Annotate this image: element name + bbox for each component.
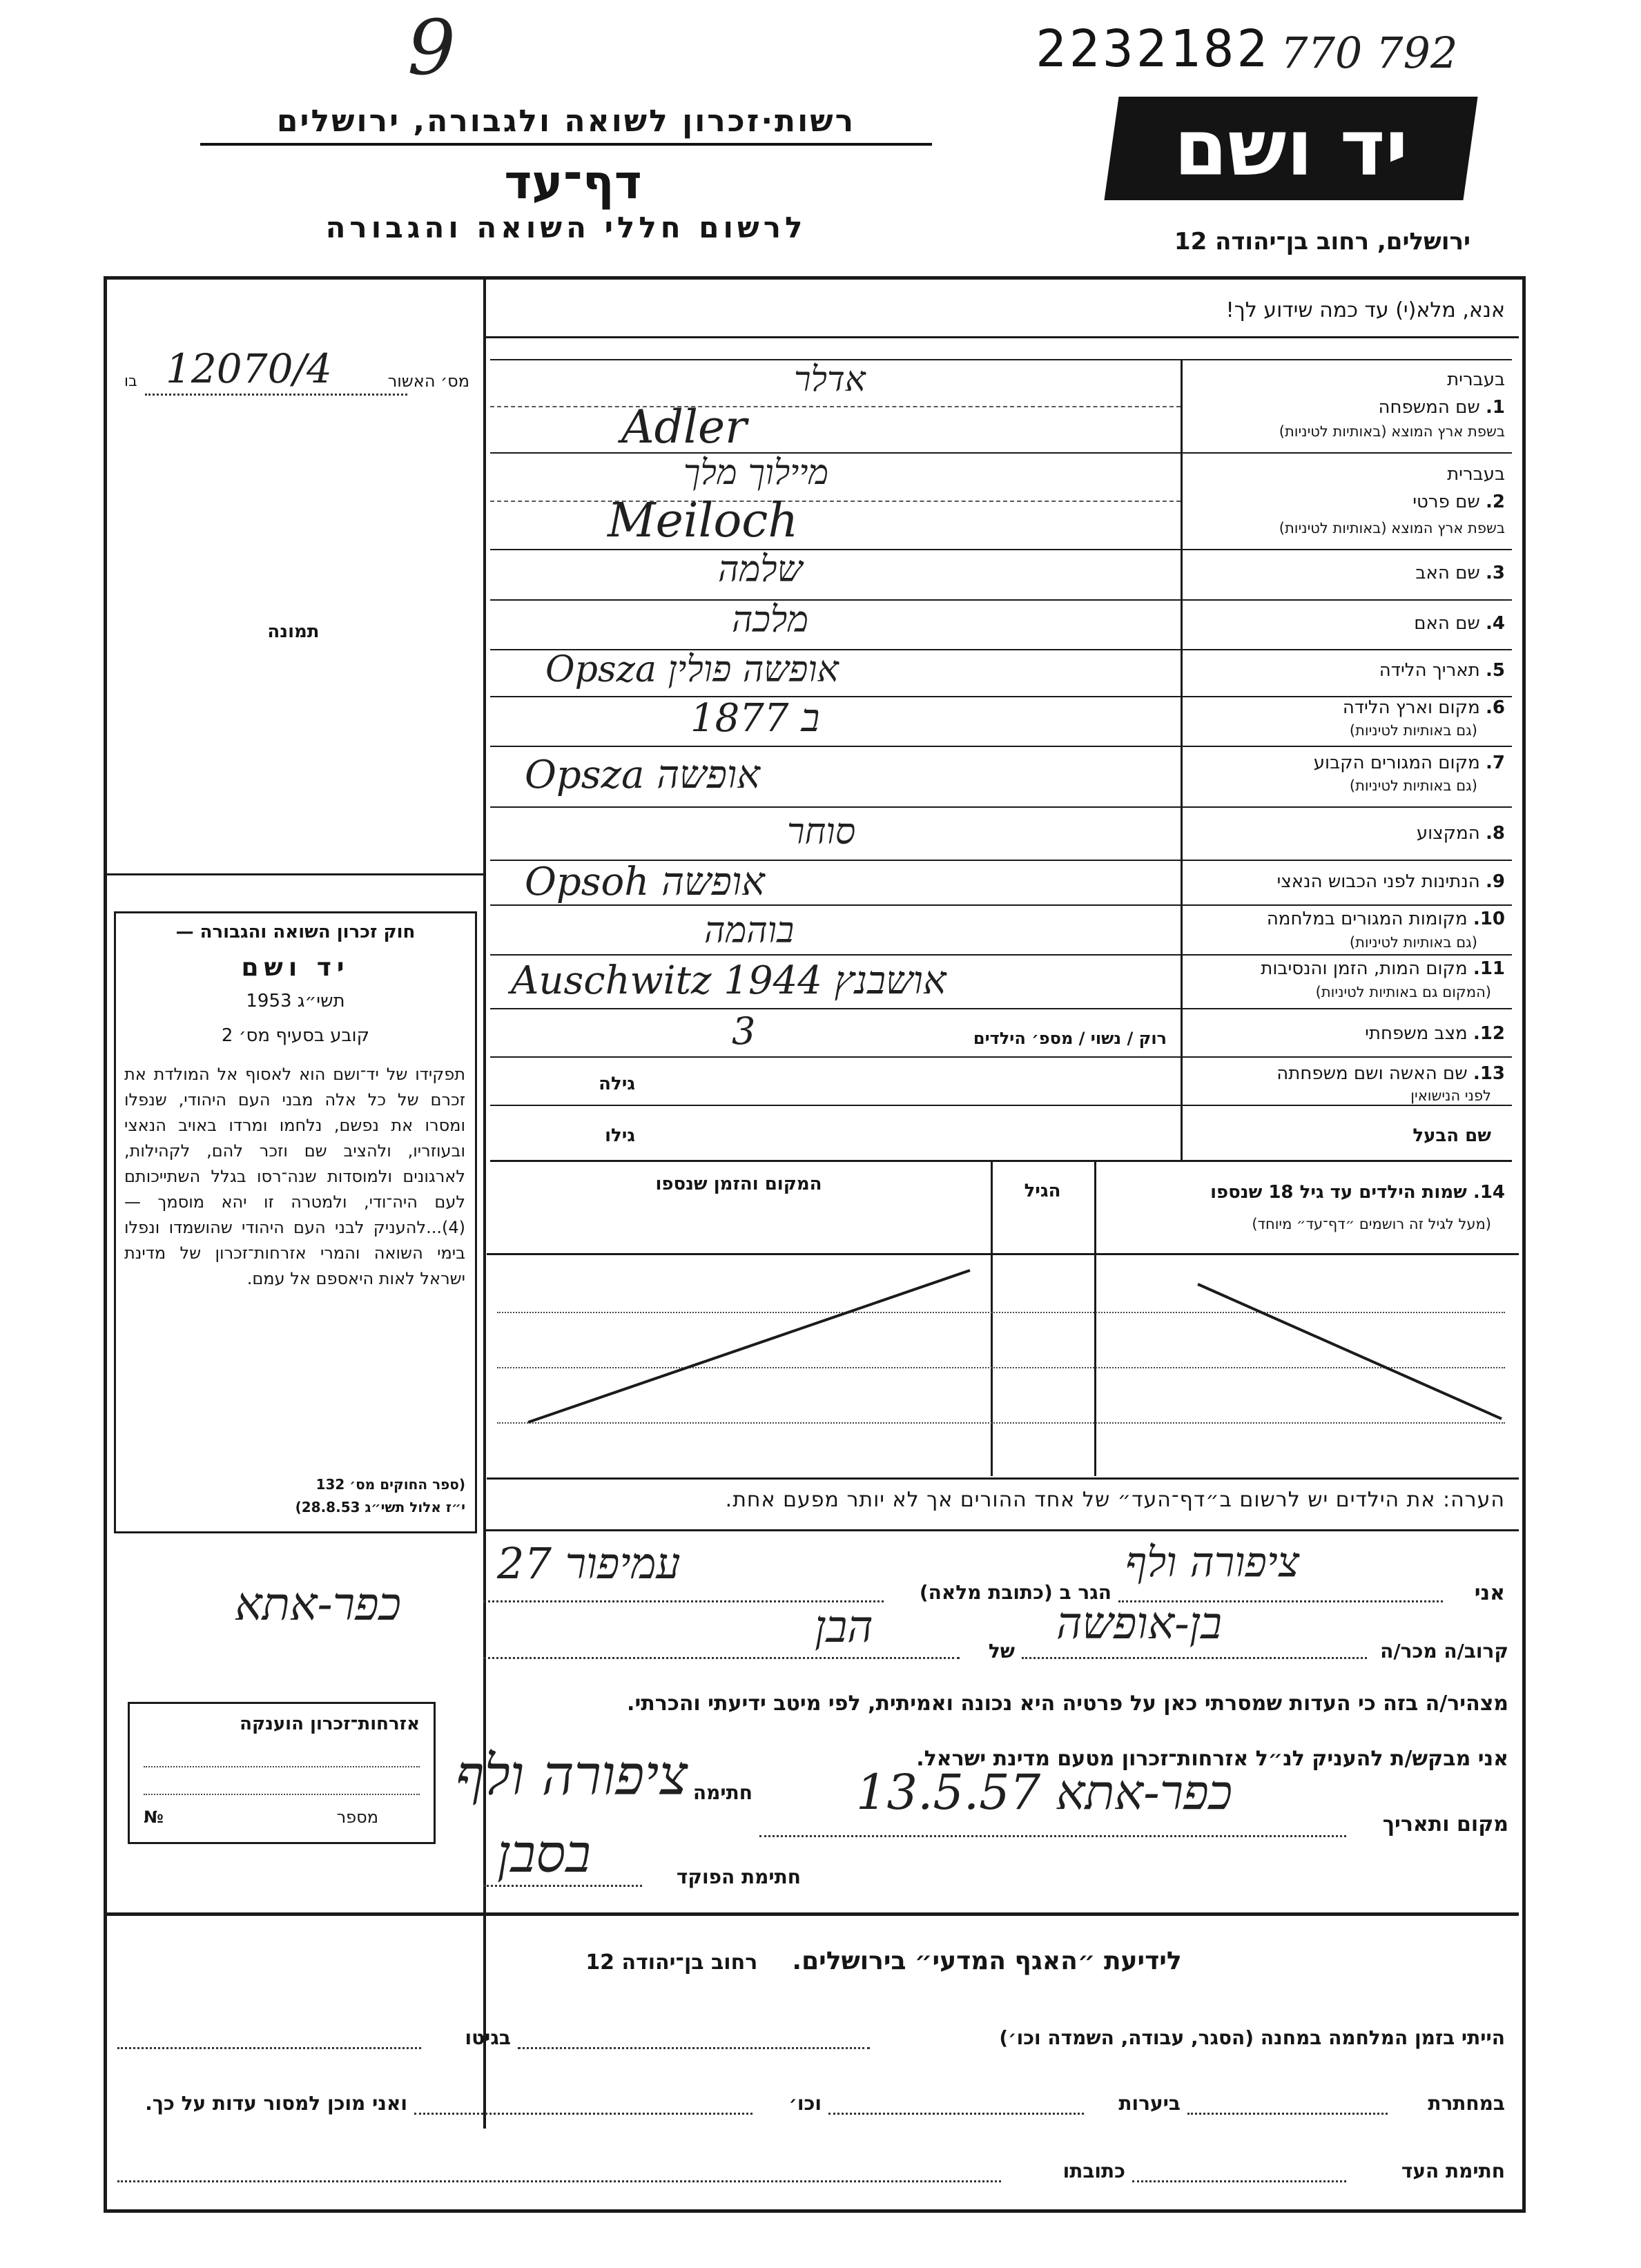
declarant-address: עמיפור 27 [497,1538,681,1589]
field-2-number: 2. [1486,492,1505,512]
relation-value: בן-אופשה [1056,1598,1222,1649]
row-inner-dash [490,406,1181,407]
photo-label: תמונה [267,621,320,642]
husband-label: שם הבעל [1412,1125,1491,1146]
law-text: תפקידו של יד־ושם הוא לאסוף אל המולדת את זכרם של כל אלה מבני העם היהודי, שנפלו ומסרו את נפשם, נלחמו ומרדו באויב הנאצי ובעוזריו, ולהציב שם וזכר להם, לקהילות, לארגונים ולמוסדות שנה־רסו בגלל השתייכותם לעם היה־ודי, ולמטרה זו יהא מוסמך —(4)...להעניק לבני העם היהודי שהושמדו ונפלו בימי השואה והמרי אזרחות־זכרון של מדינת ישראל לאות היאספם אל עמם. [124,1065,465,1288]
row-rule [490,1105,1512,1106]
children-number: 14. [1473,1182,1505,1203]
field-2-value-latin: Meiloch [608,494,799,548]
bottom-line2-dots [1187,2113,1388,2115]
law-box [114,911,477,1533]
field-9-name: הנתינות לפני הכבוש הנאצי [1276,871,1480,892]
law-year: תשי״ג 1953 [246,991,345,1011]
authority-line: רשות·זכרון לשואה ולגבורה, ירושלים [200,104,932,146]
field-4-name: שם האם [1414,613,1480,634]
field-6-label [1187,697,1505,718]
field-5-name: תאריך הלידה [1379,660,1480,681]
row-rule [490,904,1512,906]
bottom-title-row [483,1947,1284,1975]
field-13-note: לפני הנישואין [1410,1087,1491,1104]
archive-number: 2232182 [1036,19,1270,79]
certificate-title: אזרחות־זכרון הוענקה [240,1714,420,1734]
bottom-line1-b: בגיטו [465,2026,511,2049]
field-2-name: שם פרטי [1412,492,1480,512]
law-ref: (ספר החוקים מס׳ 132 [315,1476,465,1493]
field-7-label [1187,753,1505,773]
field-8-name: המקצוע [1416,823,1480,844]
field-10-name: מקומות המגורים במלחמה [1266,909,1468,929]
row-rule [490,599,1512,601]
row-rule [490,954,1512,956]
bottom-line2-dots [414,2113,752,2115]
approval-underline [145,394,407,396]
row-rule [490,549,1512,550]
children-strike-lines [487,1160,1519,1477]
row-rule [490,359,1512,360]
law-brand: יד ושם [241,953,350,982]
label-column-divider [1181,359,1183,1160]
field-2-lang-latin: בשפת ארץ המוצא (באותיות לטיניות) [1279,520,1505,536]
officer-signature: בסבן [497,1823,591,1884]
field-4-value: מלכה [732,599,809,641]
field-2-label [1187,492,1505,512]
field-1-number: 1. [1486,397,1505,418]
yad-vashem-logo [1104,97,1477,200]
field-3-value: שלמה [718,549,803,590]
field-1-name: שם המשפחה [1378,397,1480,418]
field-9-value: אופשה Opsoh [525,860,765,904]
field-6-value: ב 1877 [690,696,820,741]
field-10-number: 10. [1473,909,1505,929]
field-11-name: מקום המות, הזמן והנסיבות [1261,958,1468,979]
row-rule [490,746,1512,747]
bottom-line2-c: וכו׳ [788,2092,822,2115]
field-11-number: 11. [1473,958,1505,979]
certificate-dots [144,1766,420,1767]
certificate-number-label: מספר [336,1807,378,1827]
photo-box-bottom [106,873,483,875]
field-1-value-latin: Adler [621,400,747,454]
place-date-line [759,1835,1346,1837]
bottom-line3-dots [1132,2180,1346,2182]
bottom-line2-b: ביערות [1118,2092,1181,2115]
signature-label: חתימה [692,1781,752,1804]
certificate-number-sign: № [144,1807,164,1827]
bottom-line2-a: במחתרת [1428,2092,1505,2115]
bottom-line1-a: הייתי בזמן המלחמה במחנה (הסגר, עבודה, השמדה וכו׳) [999,2026,1505,2049]
row-rule [490,1056,1512,1058]
strike-line-place [528,1270,970,1422]
field-2-lang-he: בעברית [1447,464,1505,485]
field-2-value-he: מיילוך מלך [683,452,829,492]
bottom-line2-d: ואני מוכן למסור עדות על כך. [145,2092,407,2115]
field-5-label [1187,660,1505,681]
field-3-number: 3. [1486,563,1505,583]
approval-value: 12070/4 [166,345,332,392]
form-subtitle: לרשום חללי השואה והגבורה [325,211,807,244]
approval-label: מס׳ האשור [387,371,469,391]
field-12-name: מצב משפחתי [1365,1023,1468,1044]
certificate-dots [144,1794,420,1795]
approval-suffix: בו [124,373,137,390]
bottom-line3-dots [117,2180,1001,2182]
archive-number-handwritten: 770 792 [1281,28,1458,78]
field-12-label [1187,1023,1505,1044]
bottom-line3-b: כתובתו [1062,2160,1125,2182]
field-9-label [1187,871,1505,892]
field-11-note: (המקום גם באותיות לטיניות) [1315,984,1491,1000]
certificate-box [128,1702,436,1844]
children-col-age: הגיל [1024,1181,1061,1201]
field-8-value: סוחר [787,811,856,853]
field-6-note: (גם באותיות לטיניות) [1349,722,1477,739]
address: ירושלים, רחוב בן־יהודה 12 [1174,228,1470,255]
field-9-number: 9. [1486,871,1505,892]
field-13-number: 13. [1473,1063,1505,1084]
bottom-line1-dots [518,2047,870,2049]
field-1-label [1187,397,1505,418]
of-line [483,1657,960,1659]
resides-label: הגר ב (כתובת מלאה) [919,1581,1111,1604]
field-6-name: מקום וארץ הלידה [1342,697,1480,718]
fields-top-rule [483,336,1519,338]
of-value: הבן [815,1602,873,1653]
officer-line [483,1885,642,1887]
children-title-text: שמות הילדים עד גיל 18 שנספו [1210,1182,1467,1203]
field-11-label [1187,958,1505,979]
husband-name: גילו [605,1125,635,1146]
bottom-line1-dots [117,2047,421,2049]
declarant-i-label: אני [1474,1581,1505,1605]
bottom-line3-a: חתימת העד [1401,2160,1505,2182]
bottom-title: לידיעת ״האגף המדעי״ בירושלים. [792,1947,1182,1975]
field-10-value: בוהמה [704,910,795,951]
field-7-note: (גם באותיות לטיניות) [1349,777,1477,794]
field-7-number: 7. [1486,753,1505,773]
law-date: י״ז אלול תשי״ג 28.8.53) [295,1499,465,1515]
field-7-value: אופשה Opsza [525,753,760,797]
field-13-name: שם האשה ושם משפחתה [1276,1063,1468,1084]
declarant-name: ציפורה ולף [1125,1538,1300,1587]
left-panel-divider [483,278,486,2129]
field-12-value: 3 [732,1009,756,1053]
declaration-text: מצהיר/ה בזה כי העדות שמסרתי כאן על פרטיה היא נכונה ואמיתית, לפי מיטב ידיעתי והכרתי. [627,1692,1508,1716]
field-1-lang-latin: בשפת ארץ המוצא (באותיות לטיניות) [1279,423,1505,440]
field-4-number: 4. [1486,613,1505,634]
of-label: של [988,1640,1015,1663]
bottom-address: רחוב בן־יהודה 12 [585,1950,758,1975]
declarant-city: כפר-אתא [235,1578,402,1631]
remark-rule [483,1529,1519,1531]
field-5-value: אופשה פולין Opsza [545,649,839,690]
row-inner-dash [490,501,1181,502]
declarant-signature: ציפורה ולף [456,1743,688,1807]
field-4-label [1187,613,1505,634]
field-10-note: (גם באותיות לטיניות) [1349,934,1477,951]
fill-request: אנא, מלא(י) עד כמה שידוע לך! [1225,298,1505,322]
relative-label: קרוב/ה מכר/ה [1380,1640,1508,1663]
form-title: דף־עד [504,155,642,210]
law-clause: קובע בסעיף מס׳ 2 [221,1025,370,1046]
field-10-label [1187,909,1505,929]
field-7-name: מקום המגורים הקבוע [1313,753,1480,773]
bottom-separator [104,1912,1519,1916]
field-12-status-options: רוק / נשוי / מספ׳ הילדים [973,1029,1167,1048]
field-13-wife-name: גילה [599,1074,635,1094]
officer-label: חתימת הפוקד [676,1865,801,1888]
field-3-label [1187,563,1505,583]
place-date-value: כפר-אתא 13.5.57 [856,1764,1233,1821]
bottom-line2-dots [828,2113,1084,2115]
row-rule [490,1008,1512,1009]
remark: הערה: את הילדים יש לרשום ב״דף־העד״ של אחד ההורים אך לא יותר מפעם אחת. [725,1488,1505,1512]
logo-text: יד ושם [1174,104,1408,193]
field-13-label [1187,1063,1505,1084]
approval-row [110,345,476,400]
children-col-place: המקום והזמן שנספו [655,1174,822,1194]
children-note: (מעל לגיל זה רושמים ״דף־עד״ מיוחד) [1252,1216,1491,1232]
field-11-value: אושבנץ 1944 Auschwitz [511,958,946,1003]
top-scribble: 9 [407,3,456,92]
strike-line-names [1198,1284,1502,1419]
field-1-value-he: אדלר [794,359,866,399]
field-1-lang-he: בעברית [1447,369,1505,390]
request-text: אני מבקש/ת להעניק לנ״ל אזרחות־זכרון מטעם מדינת ישראל. [916,1747,1508,1771]
place-date-label: מקום ותאריך [1382,1812,1508,1836]
law-title: חוק זכרון השואה והגבורה — [175,922,416,942]
field-12-number: 12. [1473,1023,1505,1044]
field-6-number: 6. [1486,697,1505,718]
field-5-number: 5. [1486,660,1505,681]
relation-line [1022,1657,1367,1659]
row-rule [490,806,1512,808]
field-8-label [1187,823,1505,844]
field-8-number: 8. [1486,823,1505,844]
field-3-name: שם האב [1415,563,1480,583]
